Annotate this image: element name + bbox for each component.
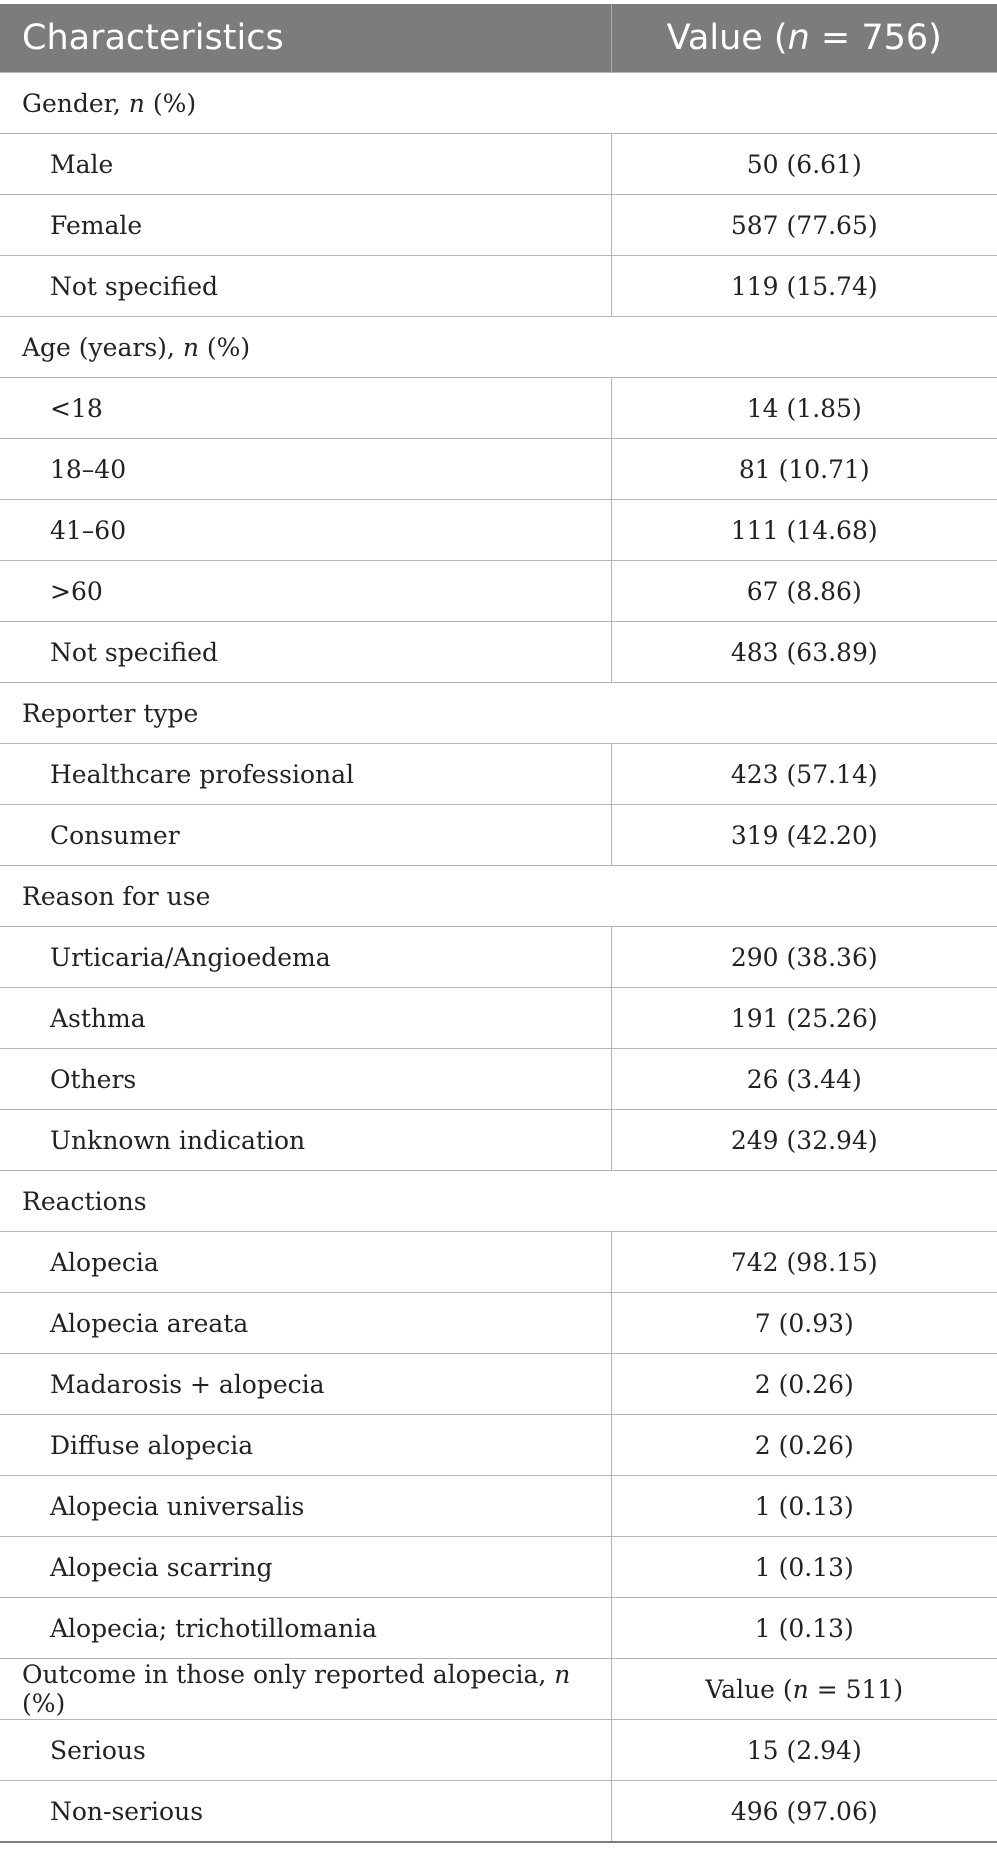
row-value: 119 (15.74)	[611, 256, 997, 317]
table-row	[0, 439, 997, 500]
row-value: 587 (77.65)	[611, 195, 997, 256]
header-row	[0, 4, 997, 73]
table-row	[0, 1049, 997, 1110]
header-value-n: n	[787, 18, 810, 58]
outcome-value-n: n	[792, 1674, 809, 1704]
table-row	[0, 622, 997, 683]
section-label-gender	[0, 73, 997, 134]
section-label-reporter: Reporter type	[0, 683, 997, 744]
table-row	[0, 1720, 997, 1781]
table-row	[0, 378, 997, 439]
row-label: 18–40	[0, 439, 611, 500]
table-row	[0, 805, 997, 866]
header-value-prefix: Value (	[666, 18, 788, 58]
table-row	[0, 561, 997, 622]
row-value: 67 (8.86)	[611, 561, 997, 622]
row-value: 319 (42.20)	[611, 805, 997, 866]
section-label-pct: (%)	[22, 1689, 66, 1718]
characteristics-table	[0, 4, 997, 1843]
section-label-outcome	[0, 1659, 611, 1720]
section-label-reason: Reason for use	[0, 866, 997, 927]
characteristics-table-container	[0, 4, 997, 1843]
section-label-n: n	[554, 1660, 571, 1689]
row-label: <18	[0, 378, 611, 439]
table-row	[0, 1415, 997, 1476]
section-row-reporter	[0, 683, 997, 744]
row-label: Alopecia areata	[0, 1293, 611, 1354]
row-label: Non-serious	[0, 1781, 611, 1843]
table-row	[0, 134, 997, 195]
row-value: 483 (63.89)	[611, 622, 997, 683]
row-label: Urticaria/Angioedema	[0, 927, 611, 988]
row-label: Diffuse alopecia	[0, 1415, 611, 1476]
row-value: 14 (1.85)	[611, 378, 997, 439]
header-value	[611, 4, 997, 73]
row-label: Healthcare professional	[0, 744, 611, 805]
row-value: 26 (3.44)	[611, 1049, 997, 1110]
row-label: Not specified	[0, 256, 611, 317]
section-value-outcome	[611, 1659, 997, 1720]
table-row	[0, 927, 997, 988]
outcome-value-prefix: Value (	[705, 1674, 793, 1704]
header-characteristics: Characteristics	[0, 4, 611, 73]
section-label-text: Age (years),	[22, 332, 183, 362]
row-value: 249 (32.94)	[611, 1110, 997, 1171]
row-value: 1 (0.13)	[611, 1598, 997, 1659]
table-row	[0, 1354, 997, 1415]
section-row-reason	[0, 866, 997, 927]
row-label: Others	[0, 1049, 611, 1110]
row-label: 41–60	[0, 500, 611, 561]
row-label: >60	[0, 561, 611, 622]
table-row	[0, 1476, 997, 1537]
section-label-pct: (%)	[144, 88, 197, 118]
table-row	[0, 1781, 997, 1843]
section-label-text: Gender,	[22, 88, 129, 118]
row-value: 50 (6.61)	[611, 134, 997, 195]
table-row	[0, 1110, 997, 1171]
section-label-pct: (%)	[198, 332, 251, 362]
row-label: Male	[0, 134, 611, 195]
section-row-gender	[0, 73, 997, 134]
table-row	[0, 1598, 997, 1659]
row-label: Alopecia; trichotillomania	[0, 1598, 611, 1659]
row-value: 2 (0.26)	[611, 1415, 997, 1476]
row-value: 111 (14.68)	[611, 500, 997, 561]
row-label: Asthma	[0, 988, 611, 1049]
table-row	[0, 256, 997, 317]
row-value: 1 (0.13)	[611, 1476, 997, 1537]
row-value: 15 (2.94)	[611, 1720, 997, 1781]
row-value: 191 (25.26)	[611, 988, 997, 1049]
section-label-n: n	[182, 332, 199, 362]
section-row-reactions	[0, 1171, 997, 1232]
row-value: 290 (38.36)	[611, 927, 997, 988]
row-label: Serious	[0, 1720, 611, 1781]
table-row	[0, 988, 997, 1049]
row-label: Female	[0, 195, 611, 256]
row-label: Alopecia scarring	[0, 1537, 611, 1598]
table-row	[0, 500, 997, 561]
row-label: Not specified	[0, 622, 611, 683]
row-label: Consumer	[0, 805, 611, 866]
row-value: 7 (0.93)	[611, 1293, 997, 1354]
row-value: 496 (97.06)	[611, 1781, 997, 1843]
row-label: Unknown indication	[0, 1110, 611, 1171]
row-label: Madarosis + alopecia	[0, 1354, 611, 1415]
table-row	[0, 195, 997, 256]
section-label-age	[0, 317, 997, 378]
header-value-suffix: = 756)	[809, 18, 942, 58]
row-label: Alopecia	[0, 1232, 611, 1293]
table-row	[0, 1293, 997, 1354]
row-value: 1 (0.13)	[611, 1537, 997, 1598]
outcome-value-suffix: = 511)	[808, 1674, 904, 1704]
row-value: 2 (0.26)	[611, 1354, 997, 1415]
section-label-n: n	[128, 88, 145, 118]
table-row	[0, 1232, 997, 1293]
row-value: 81 (10.71)	[611, 439, 997, 500]
section-row-age	[0, 317, 997, 378]
row-value: 742 (98.15)	[611, 1232, 997, 1293]
row-label: Alopecia universalis	[0, 1476, 611, 1537]
row-value: 423 (57.14)	[611, 744, 997, 805]
section-label-text: Outcome in those only reported alopecia,	[22, 1660, 555, 1689]
table-body	[0, 73, 997, 1843]
table-row	[0, 1537, 997, 1598]
section-label-reactions: Reactions	[0, 1171, 997, 1232]
table-row	[0, 744, 997, 805]
table-header	[0, 4, 997, 73]
section-row-outcome	[0, 1659, 997, 1720]
